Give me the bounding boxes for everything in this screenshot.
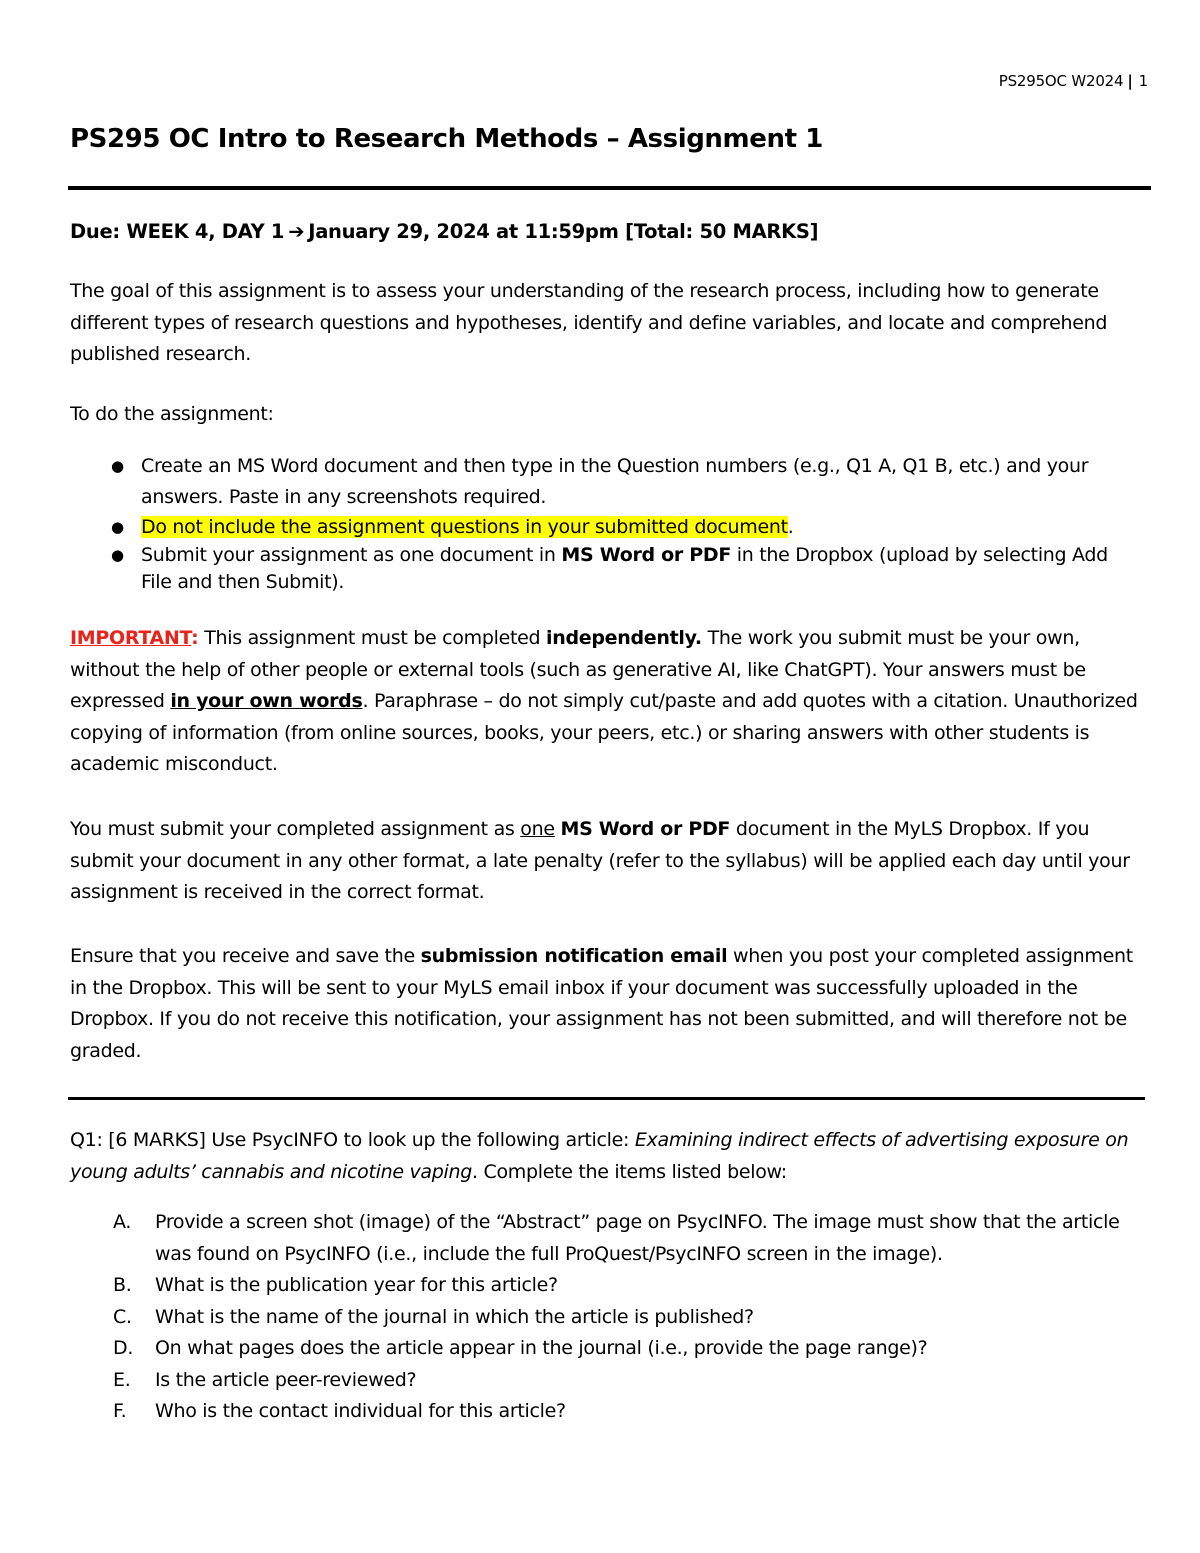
paragraph-text: Ensure that you receive and save the — [70, 945, 421, 967]
item-text: What is the name of the journal in which the article is published? — [155, 1305, 754, 1328]
list-item — [113, 1207, 1143, 1270]
list-item — [113, 1365, 1143, 1397]
paragraph-text: document in the MyLS Dropbox. If you submit your document in any other format, a late penalty (refer to the syllabus) will be applied each day until your assignment is received in the correct format. — [70, 818, 1130, 903]
list-item — [113, 1333, 1143, 1365]
list-item — [113, 1396, 1143, 1428]
due-date: January 29, 2024 at 11:59pm [Total: 50 MARKS] — [308, 220, 819, 243]
bold-text: submission notification email — [420, 945, 728, 967]
bullet-text: . — [787, 516, 794, 538]
bullet-text: Create an MS Word document and then type in the Question numbers (e.g., Q1 A, Q1 B, etc.) and your answers. Paste in any screenshots required. — [141, 455, 1089, 508]
page-number: 1 — [1138, 72, 1148, 90]
item-letter: E. — [113, 1368, 131, 1391]
due-label: Due: WEEK 4, DAY 1 — [70, 220, 285, 243]
paragraph-text: Q1: [6 MARKS] Use PsycINFO to look up the following article: — [70, 1129, 635, 1151]
important-colon: : — [191, 627, 199, 649]
bold-text: MS Word or PDF — [561, 544, 732, 566]
list-item — [70, 542, 1130, 596]
instructions-list — [70, 451, 1130, 596]
item-letter: D. — [113, 1337, 134, 1359]
document-title: PS295 OC Intro to Research Methods – Assignment 1 — [70, 124, 823, 154]
q1-prompt — [70, 1125, 1145, 1188]
intro-paragraph: The goal of this assignment is to assess your understanding of the research process, including how to generate different types of research questions and hypotheses, identify and define variables, and locate and comprehend published research. — [70, 280, 1108, 365]
list-item — [113, 1302, 1143, 1334]
paragraph-text: This assignment must be completed — [198, 627, 547, 649]
highlighted-warning: Do not include the assignment questions in your submitted document — [141, 516, 788, 538]
list-item — [70, 451, 1130, 513]
item-text: Is the article peer-reviewed? — [155, 1368, 417, 1391]
bold-underline-text: in your own words — [170, 690, 363, 712]
q1-items — [113, 1207, 1143, 1428]
paragraph-text: when you post your completed assignment in the Dropbox. This will be sent to your MyLS email inbox if your document was successfully uploaded in the Dropbox. If you do not receive this notification, your assignment has not been submitted, and will therefore not be graded. — [70, 945, 1133, 1062]
bold-text: independently. — [546, 627, 702, 649]
item-text: Provide a screen shot (image) of the “Abstract” page on PsycINFO. The image must show that the article was found on PsycINFO (i.e., include the full ProQuest/PsycINFO screen in the image). — [155, 1211, 1120, 1265]
paragraph-text: You must submit your completed assignment as — [70, 818, 521, 840]
list-item — [70, 513, 1130, 542]
header-separator: | — [1127, 72, 1133, 90]
important-paragraph — [70, 623, 1145, 781]
ensure-paragraph — [70, 941, 1145, 1067]
item-letter: B. — [113, 1274, 132, 1296]
title-divider — [68, 186, 1151, 190]
bullet-icon: ● — [111, 457, 124, 475]
submit-format-paragraph — [70, 814, 1145, 909]
bullet-icon: ● — [111, 546, 124, 564]
bold-text: MS Word or PDF — [560, 818, 731, 840]
course-code: PS295OC W2024 — [998, 72, 1124, 90]
bullet-icon: ● — [111, 518, 124, 536]
arrow-right-icon: ➔ — [288, 220, 305, 243]
page-header — [999, 72, 1148, 90]
paragraph-text: . Complete the items listed below: — [472, 1160, 787, 1183]
article-title: Examining indirect effects of advertising exposure on young adults’ cannabis and nicotine vaping — [70, 1129, 1129, 1183]
item-text: What is the publication year for this article? — [155, 1274, 558, 1296]
list-item — [113, 1270, 1143, 1302]
todo-heading: To do the assignment: — [70, 403, 274, 425]
item-text: Who is the contact individual for this article? — [155, 1400, 566, 1422]
item-letter: A. — [113, 1211, 132, 1233]
underline-text: one — [520, 818, 555, 840]
important-label: IMPORTANT — [70, 627, 192, 649]
paragraph-text: . Paraphrase – do not simply cut/paste and add quotes with a citation. Unauthorized copying of information (from online sources, books, your peers, etc.) or sharing answers with other students is academic misconduct. — [70, 690, 1138, 775]
section-divider — [68, 1097, 1145, 1100]
item-letter: C. — [113, 1305, 132, 1328]
item-letter: F. — [113, 1400, 127, 1422]
bullet-text: in the Dropbox (upload by selecting Add File and then Submit). — [141, 544, 1108, 593]
paragraph-text: The work you submit must be your own, without the help of other people or external tools (such as generative AI, like ChatGPT). Your answers must be expressed — [70, 627, 1086, 712]
item-text: On what pages does the article appear in the journal (i.e., provide the page range)? — [155, 1337, 928, 1359]
due-line — [70, 220, 818, 243]
bullet-text: Submit your assignment as one document in — [141, 544, 562, 566]
